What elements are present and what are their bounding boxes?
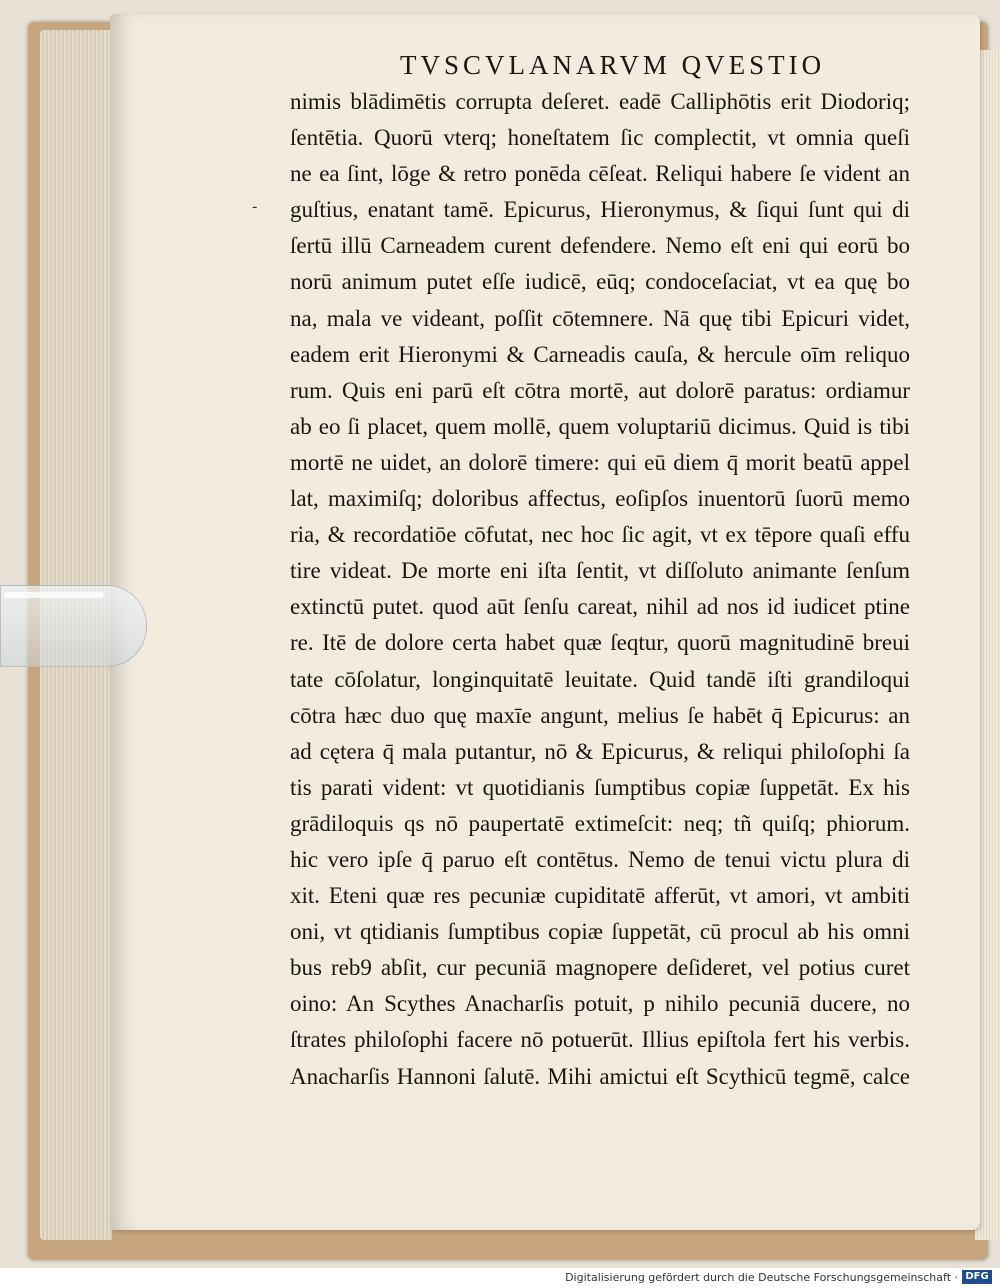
text-line: rum. Quis eni parū eſt cōtra mortē, aut dolorē paratus: ordiamur: [290, 377, 910, 403]
text-line: na, mala ve videant, poſſit cōtemnere. Nā quę tibi Epicuri videt,: [290, 305, 910, 331]
margin-mark: -: [252, 198, 258, 215]
text-line: cōtra hæc duo quę maxīe angunt, melius ſe habēt q̄ Epicurus: an: [290, 702, 910, 728]
text-line: grādiloquis qs nō paupertatē extimeſcit: neq; tñ quiſq; phiorum.: [290, 810, 910, 836]
text-line: norū animum putet eſſe iudicē, eūq; condoceſaciat, vt ea quę bo: [290, 269, 910, 295]
body-text: [290, 84, 910, 1095]
text-line: oni, vt qtidianis ſumptibus copiæ ſuppetāt, cū procul ab his omni: [290, 919, 910, 945]
text-line: Anacharſis Hannoni ſalutē. Mihi amictui eſt Scythicū tegmē, calce: [290, 1063, 910, 1089]
text-line: ab eo ſi placet, quem mollē, quem voluptariū dicimus. Quid is tibi: [290, 413, 910, 439]
footer-credit: Digitalisierung gefördert durch die Deutsche Forschungsgemeinschaft ·: [565, 1271, 958, 1284]
text-line: eadem erit Hieronymi & Carneadis cauſa, & hercule oīm reliquo: [290, 341, 910, 367]
text-line: xit. Eteni quæ res pecuniæ cupiditatē afferūt, vt amori, vt ambiti: [290, 883, 910, 909]
text-line: ad cętera q̄ mala putantur, nō & Epicurus, & reliqui philoſophi ſa: [290, 738, 910, 764]
text-line: re. Itē de dolore certa habet quæ ſeqtur, quorū magnitudinē breui: [290, 630, 910, 656]
text-line: ſertū illū Carneadem curent defendere. Nemo eſt eni qui eorū bo: [290, 233, 910, 259]
text-line: bus reb9 abſit, cur pecuniā magnopere deſideret, vel potius curet: [290, 955, 910, 981]
text-line: tis parati vident: vt quotidianis ſumptibus copiæ ſuppetāt. Ex his: [290, 774, 910, 800]
text-line: ne ea ſint, lōge & retro ponēda cēſeat. Reliqui habere ſe vident an: [290, 161, 910, 187]
text-line: extinctū putet. quod aūt ſenſu careat, nihil ad nos id iudicet ptine: [290, 594, 910, 620]
text-line: mortē ne uidet, an dolorē timere: qui eū diem q̄ morit beatū appel: [290, 449, 910, 475]
text-line: hic vero ipſe q̄ paruo eſt contētus. Nemo de tenui victu plura di: [290, 846, 910, 872]
text-line: ſentētia. Quorū vterq; honeſtatem ſic complectit, vt omnia queſi: [290, 125, 910, 151]
text-line: guſtius, enatant tamē. Epicurus, Hieronymus, & ſiqui ſunt qui di: [290, 197, 910, 223]
bookmark-highlight: [4, 592, 104, 598]
text-line: ria, & recordatiōe cōfutat, nec hoc ſic agit, vt ex tēpore quaſi effu: [290, 522, 910, 548]
dfg-logo: DFG: [962, 1270, 992, 1284]
running-title: TVSCVLANARVM QVESTIO: [400, 50, 826, 80]
text-line: oino: An Scythes Anacharſis potuit, p nihilo pecuniā ducere, no: [290, 991, 910, 1017]
text-line: lat, maximiſq; doloribus affectus, eoſipſos inuentorū ſuorū memo: [290, 486, 910, 512]
text-line: tate cōſolatur, longinquitatē leuitate. Quid tandē iſti grandiloqui: [290, 666, 910, 692]
text-line: ſtrates philoſophi facere nō potuerūt. Illius epiſtola fert his verbis.: [290, 1027, 910, 1053]
text-line: tire videat. De morte eni iſta ſentit, vt diſſoluto animante ſenſum: [290, 558, 910, 584]
text-line: nimis blādimētis corrupta deſeret. eadē Calliphōtis erit Diodoriq;: [290, 89, 910, 114]
